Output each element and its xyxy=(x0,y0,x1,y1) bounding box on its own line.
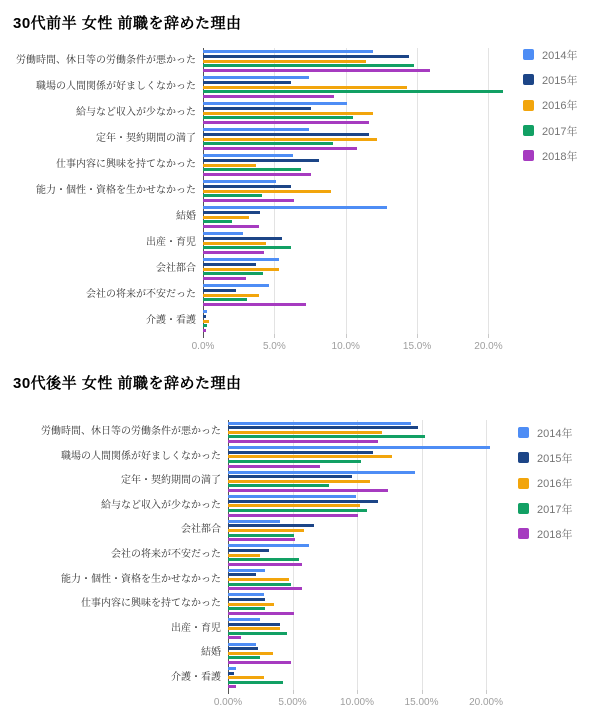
bar-group xyxy=(203,308,517,334)
bar-2015年[interactable] xyxy=(203,237,282,240)
category-label: 会社の将来が不安だった xyxy=(111,549,221,560)
axis-tick xyxy=(422,690,423,694)
bar-2016年[interactable] xyxy=(203,86,407,89)
category-label: 職場の人間関係が好ましくなかった xyxy=(61,450,221,462)
bar-2017年[interactable] xyxy=(228,583,291,586)
axis-tick xyxy=(417,334,418,338)
bar-2015年[interactable] xyxy=(203,81,291,84)
bar-2015年[interactable] xyxy=(228,623,280,626)
bar-2016年[interactable] xyxy=(203,216,249,219)
bar-2014年[interactable] xyxy=(228,495,356,498)
category-label: 介護・看護 xyxy=(146,315,196,326)
category-row xyxy=(0,494,517,519)
category-label: 仕事内容に興味を持てなかった xyxy=(56,159,196,170)
category-row xyxy=(0,616,517,641)
bar-2018年[interactable] xyxy=(228,538,295,541)
x-axis-tick-label: 20.00% xyxy=(469,697,503,708)
bar-group xyxy=(228,665,517,690)
category-row xyxy=(0,74,517,100)
bar-2014年[interactable] xyxy=(228,471,415,474)
bar-2018年[interactable] xyxy=(203,329,206,332)
legend-item-2014年[interactable] xyxy=(518,420,572,445)
x-axis-tick-label: 0.0% xyxy=(191,341,215,352)
bar-2018年[interactable] xyxy=(228,489,388,492)
legend-swatch-icon xyxy=(518,478,529,489)
legend-label: 2017年 xyxy=(537,503,573,516)
legend-label: 2014年 xyxy=(537,427,573,440)
bar-2016年[interactable] xyxy=(228,627,280,630)
category-row xyxy=(0,204,517,230)
bar-2018年[interactable] xyxy=(203,225,259,228)
bar-2015年[interactable] xyxy=(203,315,206,318)
bar-group xyxy=(203,204,517,230)
bar-2017年[interactable] xyxy=(228,632,287,635)
bar-2014年[interactable] xyxy=(203,310,207,313)
category-label: 労働時間、休日等の労働条件が悪かった xyxy=(16,55,196,66)
x-axis-tick-label: 20.0% xyxy=(474,341,503,352)
bar-group xyxy=(228,543,517,568)
category-row xyxy=(0,665,517,690)
legend-label: 2015年 xyxy=(537,452,573,465)
bar-2016年[interactable] xyxy=(203,294,259,297)
category-label: 結婚 xyxy=(176,211,196,222)
legend xyxy=(518,420,572,546)
bar-2016年[interactable] xyxy=(228,455,392,458)
bar-2018年[interactable] xyxy=(228,514,358,517)
bar-2018年[interactable] xyxy=(228,661,291,664)
legend-item-2017年[interactable] xyxy=(518,496,572,521)
bar-2016年[interactable] xyxy=(203,268,279,271)
chart-30s-late-women xyxy=(0,360,600,719)
bar-2015年[interactable] xyxy=(228,549,269,552)
chart-title: 30代前半 女性 前職を辞めた理由 xyxy=(13,15,242,32)
category-label: 出産・育児 xyxy=(146,237,196,248)
category-label: 能力・個性・資格を生かせなかった xyxy=(36,185,196,196)
category-row xyxy=(0,48,517,74)
bar-group xyxy=(203,48,517,74)
bar-2014年[interactable] xyxy=(203,258,279,261)
legend-item-2015年[interactable] xyxy=(523,67,577,92)
bar-2017年[interactable] xyxy=(228,509,367,512)
category-row xyxy=(0,282,517,308)
bar-2018年[interactable] xyxy=(228,587,302,590)
legend-swatch-icon xyxy=(523,100,534,111)
bar-2016年[interactable] xyxy=(203,138,377,141)
bar-2014年[interactable] xyxy=(203,50,373,53)
category-label: 仕事内容に興味を持てなかった xyxy=(81,598,221,610)
axis-tick xyxy=(293,690,294,694)
legend-swatch-icon xyxy=(518,528,529,539)
legend-swatch-icon xyxy=(518,503,529,514)
bar-2014年[interactable] xyxy=(228,618,260,621)
legend-item-2017年[interactable] xyxy=(523,118,577,143)
legend-label: 2014年 xyxy=(542,49,578,62)
bar-2018年[interactable] xyxy=(228,685,236,688)
bar-2015年[interactable] xyxy=(228,426,418,429)
axis-tick xyxy=(228,690,229,694)
bar-2018年[interactable] xyxy=(203,303,306,306)
bar-2017年[interactable] xyxy=(203,116,353,119)
chart-title: 30代後半 女性 前職を辞めた理由 xyxy=(13,375,242,392)
bar-2018年[interactable] xyxy=(203,69,430,72)
legend-swatch-icon xyxy=(518,427,529,438)
bar-group xyxy=(228,494,517,519)
bar-group xyxy=(228,567,517,592)
bar-2017年[interactable] xyxy=(203,64,414,67)
bar-2018年[interactable] xyxy=(203,121,369,124)
bar-2015年[interactable] xyxy=(228,573,256,576)
bar-2017年[interactable] xyxy=(203,324,207,327)
bar-2017年[interactable] xyxy=(203,142,333,145)
x-axis-tick-label: 15.0% xyxy=(402,341,432,352)
bar-2015年[interactable] xyxy=(203,185,291,188)
bar-2016年[interactable] xyxy=(203,242,266,245)
bar-2015年[interactable] xyxy=(228,475,352,478)
bar-2017年[interactable] xyxy=(203,272,263,275)
bar-2014年[interactable] xyxy=(228,422,411,425)
bar-2015年[interactable] xyxy=(203,263,256,266)
bar-2017年[interactable] xyxy=(228,558,299,561)
category-row xyxy=(0,178,517,204)
category-row xyxy=(0,543,517,568)
legend-swatch-icon xyxy=(523,49,534,60)
bar-2015年[interactable] xyxy=(228,647,258,650)
x-axis-tick-label: 5.0% xyxy=(262,341,286,352)
bar-group xyxy=(228,469,517,494)
bar-2015年[interactable] xyxy=(203,211,260,214)
bar-2018年[interactable] xyxy=(203,147,357,150)
legend-swatch-icon xyxy=(518,452,529,463)
bar-2018年[interactable] xyxy=(203,173,311,176)
bar-2016年[interactable] xyxy=(203,190,331,193)
bar-2015年[interactable] xyxy=(228,500,378,503)
bar-group xyxy=(203,74,517,100)
bar-2016年[interactable] xyxy=(228,603,274,606)
bar-2014年[interactable] xyxy=(203,180,276,183)
bar-2014年[interactable] xyxy=(228,544,309,547)
bar-group xyxy=(203,282,517,308)
bar-2014年[interactable] xyxy=(203,76,309,79)
bar-2016年[interactable] xyxy=(203,164,256,167)
category-label: 結婚 xyxy=(201,647,221,659)
axis-tick xyxy=(357,690,358,694)
bar-2018年[interactable] xyxy=(203,95,334,98)
category-row xyxy=(0,567,517,592)
bar-group xyxy=(228,592,517,617)
bar-2015年[interactable] xyxy=(228,451,373,454)
bar-2014年[interactable] xyxy=(228,667,236,670)
category-label: 労働時間、休日等の労働条件が悪かった xyxy=(41,426,221,438)
bar-2015年[interactable] xyxy=(228,598,265,601)
bar-2015年[interactable] xyxy=(203,55,409,58)
category-label: 会社都合 xyxy=(156,263,196,274)
category-row xyxy=(0,256,517,282)
bar-2015年[interactable] xyxy=(228,672,234,675)
legend-item-2016年[interactable] xyxy=(523,93,577,118)
axis-tick xyxy=(346,334,347,338)
legend-item-2015年[interactable] xyxy=(518,445,572,470)
category-row xyxy=(0,308,517,334)
bar-group xyxy=(228,518,517,543)
bar-2014年[interactable] xyxy=(203,206,387,209)
bar-2017年[interactable] xyxy=(228,460,361,463)
legend-label: 2016年 xyxy=(542,100,578,113)
category-label: 出産・育児 xyxy=(171,622,221,634)
bar-2014年[interactable] xyxy=(203,284,269,287)
bar-2017年[interactable] xyxy=(228,681,283,684)
x-axis-tick-label: 0.00% xyxy=(213,697,243,708)
x-axis-tick-label: 15.00% xyxy=(404,697,439,708)
legend-label: 2015年 xyxy=(542,74,578,87)
category-label: 給与など収入が少なかった xyxy=(76,107,196,118)
x-axis-tick-label: 5.00% xyxy=(278,697,307,708)
bar-2015年[interactable] xyxy=(228,524,314,527)
axis-tick xyxy=(203,334,204,338)
category-row xyxy=(0,230,517,256)
bar-2014年[interactable] xyxy=(203,128,309,131)
bar-2016年[interactable] xyxy=(203,60,366,63)
category-row xyxy=(0,592,517,617)
bar-2018年[interactable] xyxy=(228,440,378,443)
bar-group xyxy=(203,126,517,152)
bar-2017年[interactable] xyxy=(228,607,265,610)
x-axis-tick-label: 10.0% xyxy=(331,341,360,352)
bar-2014年[interactable] xyxy=(203,232,243,235)
x-axis-tick-label: 10.00% xyxy=(340,697,374,708)
category-row xyxy=(0,152,517,178)
bar-2016年[interactable] xyxy=(228,504,360,507)
axis-tick xyxy=(274,334,275,338)
bar-group xyxy=(203,178,517,204)
bar-2014年[interactable] xyxy=(228,446,490,449)
category-row xyxy=(0,100,517,126)
bar-2014年[interactable] xyxy=(228,593,264,596)
bar-2017年[interactable] xyxy=(203,220,232,223)
legend-swatch-icon xyxy=(523,150,534,161)
bar-2018年[interactable] xyxy=(228,636,241,639)
bar-2016年[interactable] xyxy=(228,431,382,434)
bar-2017年[interactable] xyxy=(228,435,425,438)
bar-2014年[interactable] xyxy=(203,102,347,105)
bar-group xyxy=(203,100,517,126)
bar-2016年[interactable] xyxy=(228,480,370,483)
bar-2015年[interactable] xyxy=(203,289,236,292)
bar-2018年[interactable] xyxy=(203,277,246,280)
category-label: 能力・個性・資格を生かせなかった xyxy=(61,573,221,585)
bar-2017年[interactable] xyxy=(228,534,294,537)
bar-2015年[interactable] xyxy=(203,107,311,110)
bar-2017年[interactable] xyxy=(203,298,247,301)
legend-item-2014年[interactable] xyxy=(523,42,577,67)
bar-2017年[interactable] xyxy=(228,656,260,659)
bar-2018年[interactable] xyxy=(228,563,302,566)
bar-group xyxy=(228,445,517,470)
bar-2017年[interactable] xyxy=(203,194,262,197)
bar-2018年[interactable] xyxy=(203,251,264,254)
bar-2015年[interactable] xyxy=(203,159,319,162)
category-row xyxy=(0,420,517,445)
category-label: 会社都合 xyxy=(181,524,221,536)
axis-tick xyxy=(488,334,489,338)
bar-2018年[interactable] xyxy=(228,465,320,468)
category-label: 定年・契約期間の満了 xyxy=(121,475,221,487)
bar-rows xyxy=(0,48,517,334)
category-row xyxy=(0,469,517,494)
bar-2017年[interactable] xyxy=(203,90,503,93)
legend-label: 2017年 xyxy=(542,125,578,138)
legend-item-2018年[interactable] xyxy=(523,143,577,168)
bar-2018年[interactable] xyxy=(228,612,294,615)
bar-rows xyxy=(0,420,517,690)
bar-group xyxy=(228,641,517,666)
bar-2016年[interactable] xyxy=(228,554,260,557)
bar-2016年[interactable] xyxy=(228,529,304,532)
bar-group xyxy=(203,256,517,282)
category-label: 定年・契約期間の満了 xyxy=(96,133,196,144)
legend-swatch-icon xyxy=(523,74,534,85)
category-row xyxy=(0,641,517,666)
bar-2014年[interactable] xyxy=(203,154,293,157)
bar-2016年[interactable] xyxy=(228,676,264,679)
bar-2018年[interactable] xyxy=(203,199,294,202)
bar-group xyxy=(203,230,517,256)
category-row xyxy=(0,445,517,470)
bar-group xyxy=(228,420,517,445)
bar-2017年[interactable] xyxy=(203,168,301,171)
category-row xyxy=(0,518,517,543)
legend-item-2016年[interactable] xyxy=(518,471,572,496)
bar-2016年[interactable] xyxy=(203,112,373,115)
bar-2014年[interactable] xyxy=(228,520,280,523)
legend-swatch-icon xyxy=(523,125,534,136)
legend xyxy=(523,42,577,168)
axis-tick xyxy=(486,690,487,694)
legend-label: 2016年 xyxy=(537,478,573,491)
legend-label: 2018年 xyxy=(537,528,573,541)
legend-item-2018年[interactable] xyxy=(518,521,572,546)
category-label: 会社の将来が不安だった xyxy=(86,289,196,300)
category-label: 職場の人間関係が好ましくなかった xyxy=(36,81,196,92)
bar-group xyxy=(203,152,517,178)
bar-2016年[interactable] xyxy=(203,320,209,323)
bar-2014年[interactable] xyxy=(228,643,256,646)
bar-group xyxy=(228,616,517,641)
bar-2016年[interactable] xyxy=(228,652,273,655)
category-label: 給与など収入が少なかった xyxy=(101,499,221,511)
bar-2015年[interactable] xyxy=(203,133,369,136)
bar-2014年[interactable] xyxy=(228,569,265,572)
bar-2017年[interactable] xyxy=(203,246,291,249)
legend-label: 2018年 xyxy=(542,150,578,163)
category-label: 介護・看護 xyxy=(171,671,221,683)
bar-2017年[interactable] xyxy=(228,484,329,487)
category-row xyxy=(0,126,517,152)
bar-2016年[interactable] xyxy=(228,578,289,581)
